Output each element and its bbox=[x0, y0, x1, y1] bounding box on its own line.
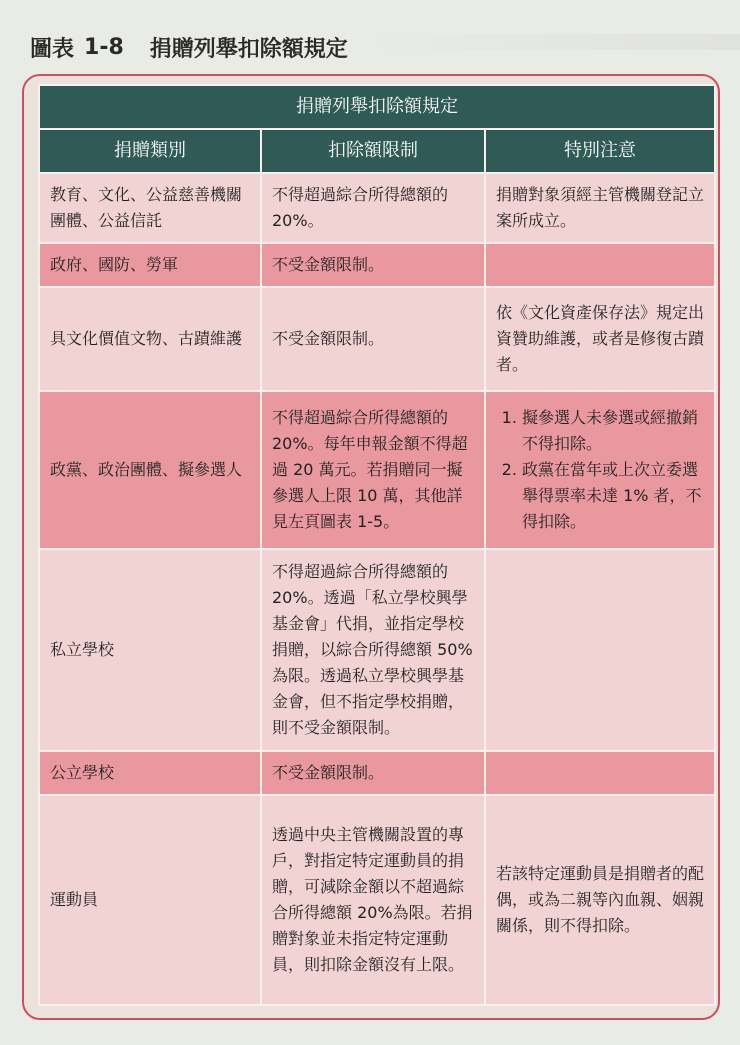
figure-label: 圖表 bbox=[30, 36, 75, 62]
cell-note: 依《文化資產保存法》規定出資贊助維護，或者是修復古蹟者。 bbox=[485, 287, 715, 391]
cell-category: 公立學校 bbox=[39, 751, 261, 795]
table-row-education bbox=[39, 173, 715, 243]
note-list bbox=[496, 405, 704, 535]
cell-limit: 不得超過綜合所得總額的 20%。 bbox=[261, 173, 485, 243]
note-list-item: 1. 擬參選人未參選或經撤銷不得扣除。 bbox=[522, 405, 704, 457]
donation-deduction-table bbox=[38, 84, 716, 1006]
cell-note: 捐贈對象須經主管機關登記立案所成立。 bbox=[485, 173, 715, 243]
header-limit: 扣除額限制 bbox=[261, 129, 485, 173]
note-list-item: 2. 政黨在當年或上次立委選舉得票率未達 1% 者，不得扣除。 bbox=[522, 457, 704, 535]
figure-name: 捐贈列舉扣除額規定 bbox=[149, 36, 348, 62]
cell-note bbox=[485, 391, 715, 549]
table-row-government bbox=[39, 243, 715, 287]
cell-limit: 不受金額限制。 bbox=[261, 243, 485, 287]
table-row-political bbox=[39, 391, 715, 549]
cell-category: 政黨、政治團體、擬參選人 bbox=[39, 391, 261, 549]
cell-note bbox=[485, 751, 715, 795]
cell-limit: 不受金額限制。 bbox=[261, 287, 485, 391]
table-row-private-school bbox=[39, 549, 715, 751]
cell-limit: 透過中央主管機關設置的專戶，對指定特定運動員的捐贈，可減除金額以不超過綜合所得總額 20%為限。若捐贈對象並未指定特定運動員，則扣除金額沒有上限。 bbox=[261, 795, 485, 1005]
cell-limit: 不受金額限制。 bbox=[261, 751, 485, 795]
cell-category: 具文化價值文物、古蹟維護 bbox=[39, 287, 261, 391]
table-row-athlete bbox=[39, 795, 715, 1005]
table-row-cultural-relics bbox=[39, 287, 715, 391]
cell-category: 運動員 bbox=[39, 795, 261, 1005]
cell-limit: 不得超過綜合所得總額的 20%。透過「私立學校興學基金會」代捐，並指定學校捐贈，以綜合所得總額 50%為限。透過私立學校興學基金會，但不指定學校捐贈，則不受金額限制。 bbox=[261, 549, 485, 751]
header-note: 特別注意 bbox=[485, 129, 715, 173]
cell-category: 政府、國防、勞軍 bbox=[39, 243, 261, 287]
bleed-through-shadow bbox=[360, 34, 740, 50]
header-category: 捐贈類別 bbox=[39, 129, 261, 173]
cell-category: 私立學校 bbox=[39, 549, 261, 751]
table-caption: 捐贈列舉扣除額規定 bbox=[39, 85, 715, 129]
cell-limit: 不得超過綜合所得總額的 20%。每年申報金額不得超過 20 萬元。若捐贈同一擬參選人上限 10 萬，其他詳見左頁圖表 1-5。 bbox=[261, 391, 485, 549]
figure-number: 1-8 bbox=[84, 34, 124, 60]
cell-note: 若該特定運動員是捐贈者的配偶，或為二親等內血親、姻親關係，則不得扣除。 bbox=[485, 795, 715, 1005]
cell-category: 教育、文化、公益慈善機關團體、公益信託 bbox=[39, 173, 261, 243]
table-row-public-school bbox=[39, 751, 715, 795]
figure-title bbox=[30, 30, 348, 64]
cell-note bbox=[485, 243, 715, 287]
cell-note bbox=[485, 549, 715, 751]
